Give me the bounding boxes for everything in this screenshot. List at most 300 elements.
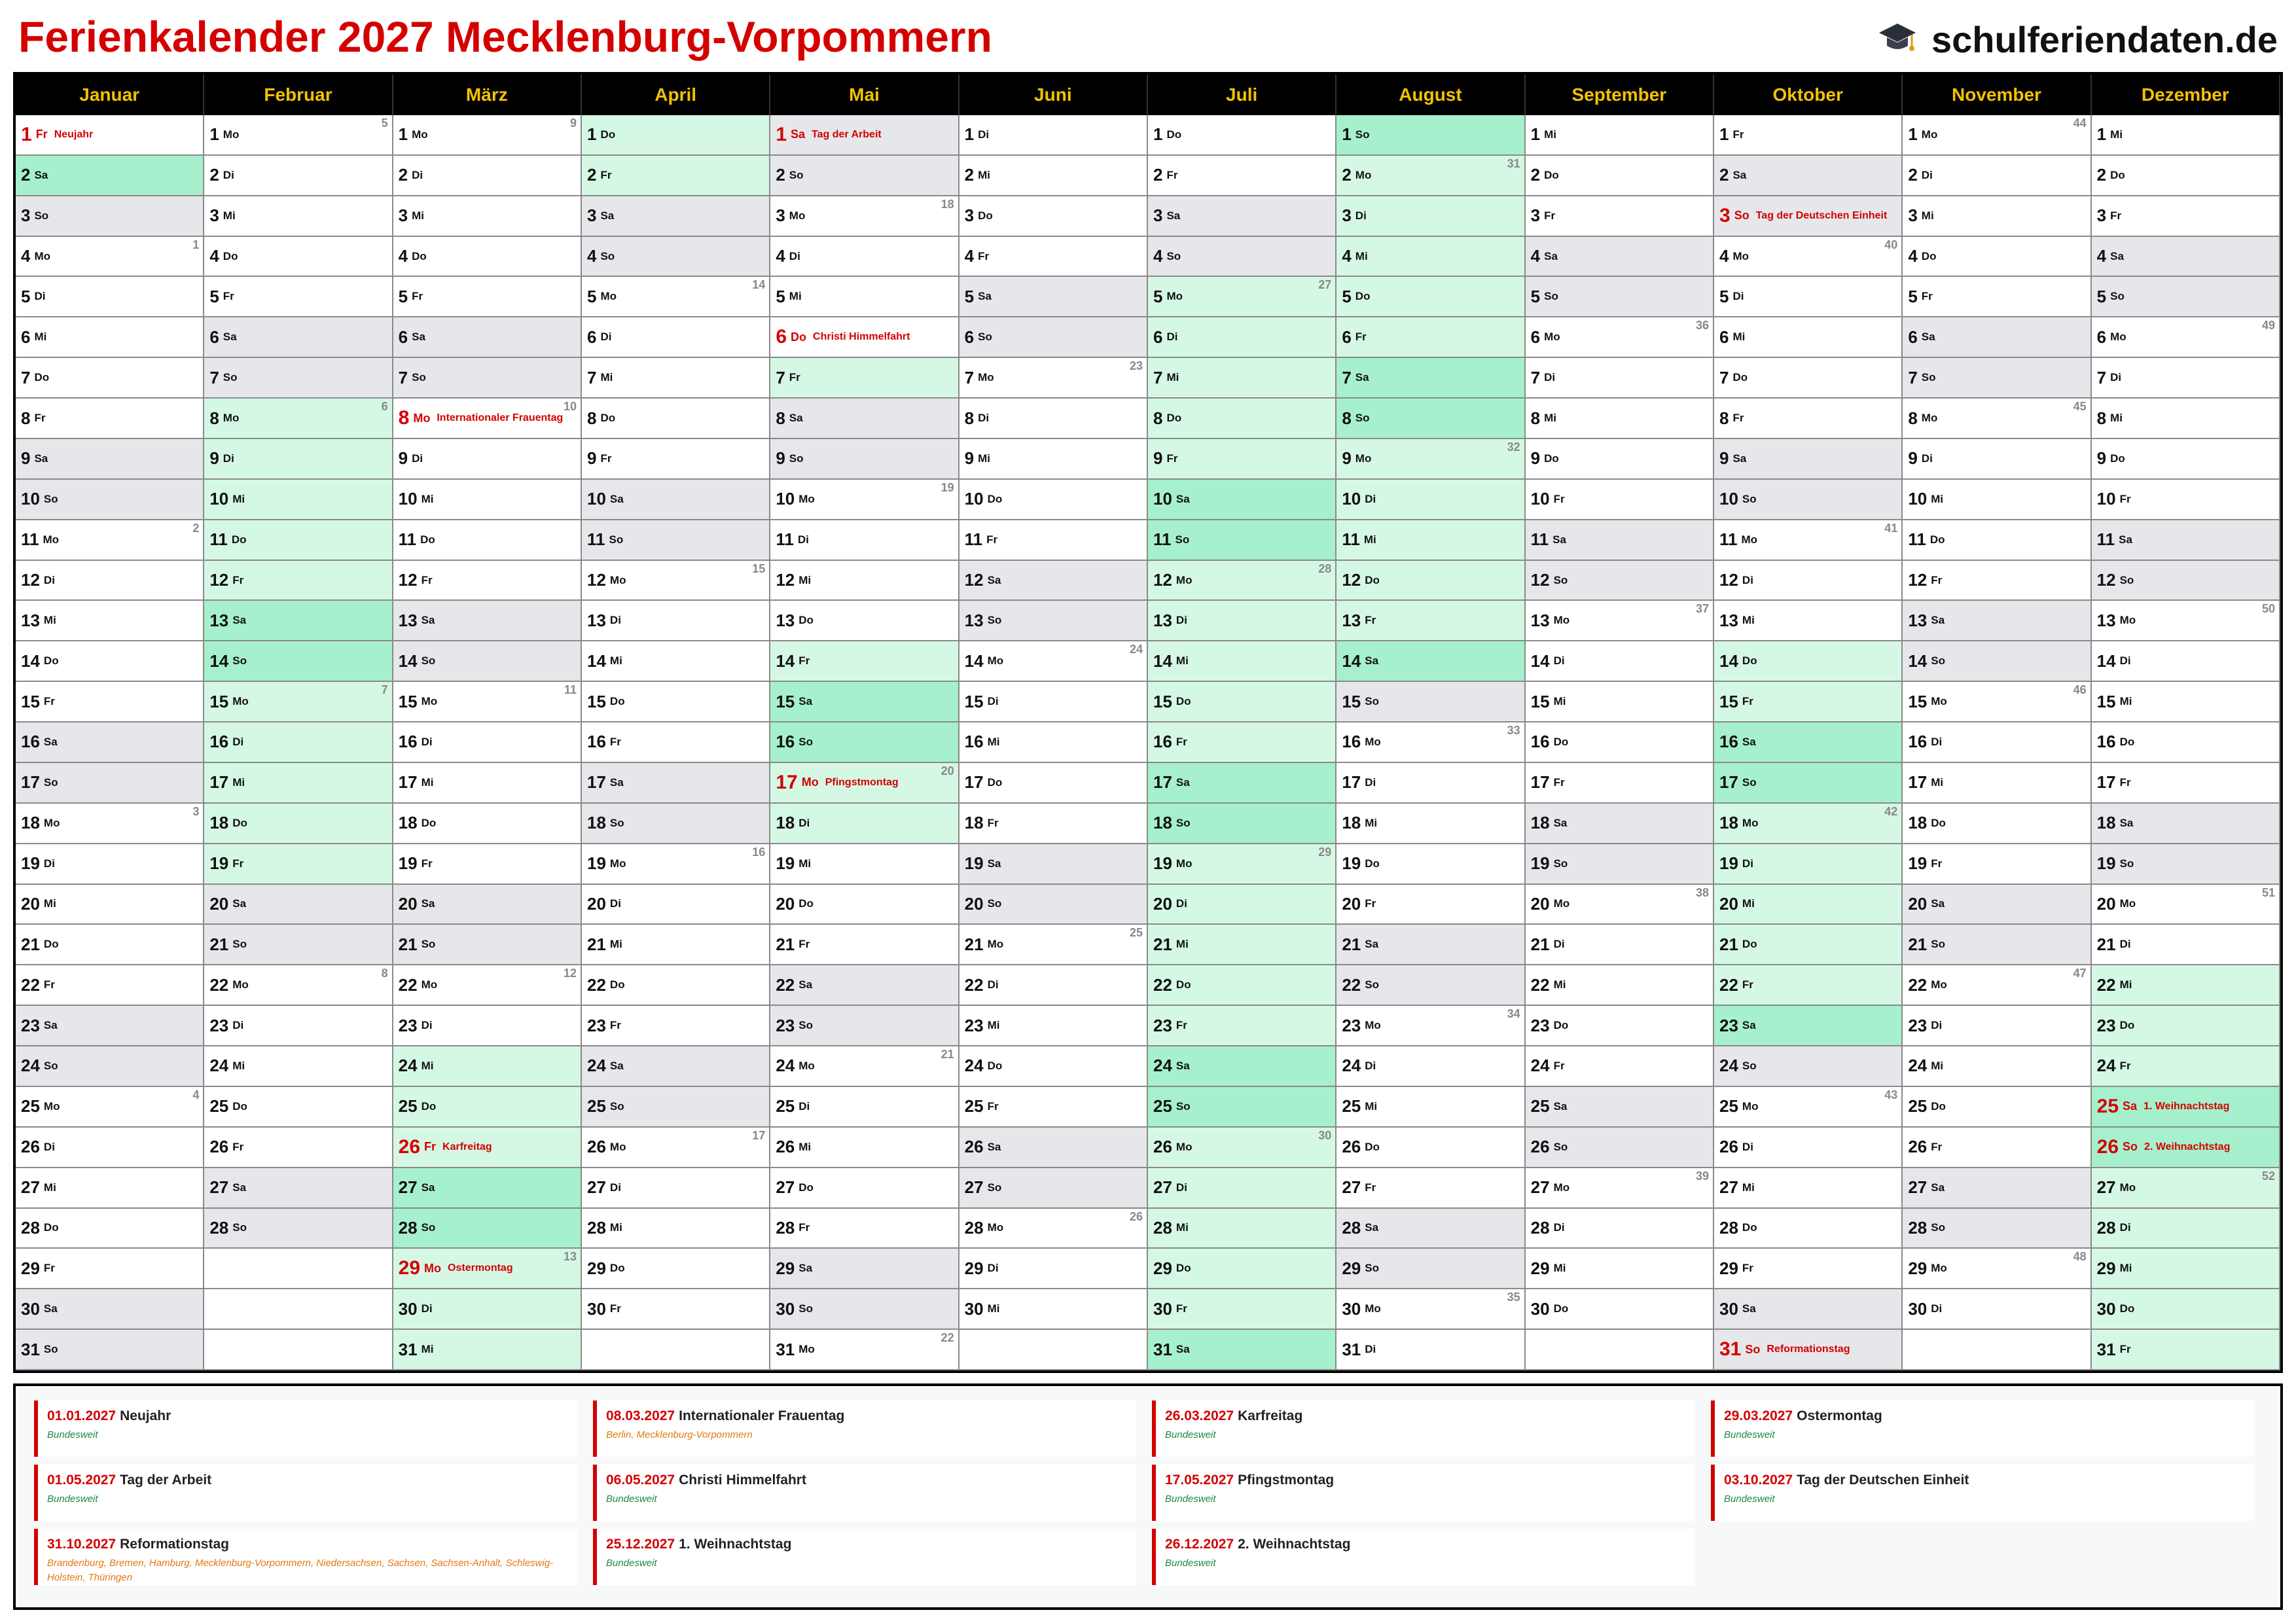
weekday-label: Fr bbox=[1553, 776, 1565, 789]
legend-region: Bundesweit bbox=[1724, 1493, 1775, 1505]
weekday-label: Fr bbox=[1355, 330, 1367, 344]
day-number: 8 bbox=[776, 408, 785, 428]
day-cell bbox=[1526, 520, 1714, 561]
weekday-label: Mo bbox=[412, 128, 428, 141]
day-cell bbox=[1148, 763, 1336, 804]
day-cell bbox=[1336, 237, 1525, 277]
day-number: 22 bbox=[1908, 974, 1928, 995]
week-number: 47 bbox=[2073, 967, 2087, 980]
day-number: 24 bbox=[587, 1056, 606, 1076]
day-cell bbox=[1336, 196, 1525, 237]
day-cell bbox=[1336, 399, 1525, 439]
day-number: 2 bbox=[1530, 165, 1541, 185]
day-number: 27 bbox=[2096, 1177, 2116, 1198]
weekday-label: Mo bbox=[987, 1221, 1004, 1234]
weekday-label: Do bbox=[609, 978, 625, 991]
weekday-label: Sa bbox=[978, 290, 992, 303]
day-cell bbox=[1714, 763, 1903, 804]
day-cell bbox=[1526, 1209, 1714, 1249]
weekday-label: Fr bbox=[1931, 573, 1943, 586]
day-number: 5 bbox=[2096, 286, 2107, 306]
day-cell bbox=[2092, 277, 2280, 317]
weekday-label: So bbox=[978, 330, 992, 344]
weekday-label: Fr bbox=[424, 1140, 437, 1154]
day-number: 5 bbox=[398, 286, 408, 306]
weekday-label: So bbox=[232, 654, 247, 668]
legend-line bbox=[47, 1537, 577, 1552]
site-brand[interactable] bbox=[1878, 14, 2278, 64]
day-number: 19 bbox=[1908, 853, 1928, 874]
day-cell bbox=[1336, 1046, 1525, 1087]
day-cell bbox=[582, 196, 770, 237]
weekday-label: Di bbox=[1921, 452, 1933, 465]
day-cell bbox=[770, 885, 959, 925]
weekday-label: So bbox=[1742, 1059, 1757, 1072]
day-cell bbox=[204, 682, 393, 722]
day-cell bbox=[16, 156, 204, 196]
day-number: 6 bbox=[398, 327, 408, 347]
day-number: 3 bbox=[1719, 204, 1731, 226]
weekday-label: So bbox=[798, 1019, 813, 1032]
day-cell bbox=[2092, 399, 2280, 439]
week-number: 48 bbox=[2073, 1250, 2087, 1264]
weekday-label: Di bbox=[798, 1099, 810, 1113]
day-number: 7 bbox=[1153, 367, 1163, 387]
weekday-label: Di bbox=[1931, 1019, 1943, 1032]
day-cell bbox=[1148, 317, 1336, 358]
weekday-label: Fr bbox=[1553, 1059, 1565, 1072]
day-cell bbox=[1714, 925, 1903, 965]
week-number: 1 bbox=[192, 238, 200, 251]
day-number: 28 bbox=[21, 1217, 40, 1238]
weekday-label: Di bbox=[609, 614, 621, 627]
day-cell bbox=[1903, 601, 2091, 641]
day-cell bbox=[960, 641, 1148, 682]
day-number: 27 bbox=[1153, 1177, 1172, 1198]
day-cell bbox=[16, 520, 204, 561]
day-number: 30 bbox=[587, 1298, 606, 1319]
weekday-label: Mi bbox=[2110, 128, 2123, 141]
day-number: 4 bbox=[1342, 246, 1352, 266]
day-number: 24 bbox=[1719, 1056, 1738, 1076]
day-cell bbox=[1526, 277, 1714, 317]
week-number: 6 bbox=[381, 400, 388, 414]
holiday-name: Pfingstmontag bbox=[825, 776, 899, 788]
day-cell bbox=[1714, 1046, 1903, 1087]
day-cell bbox=[16, 115, 204, 156]
day-cell bbox=[16, 925, 204, 965]
week-number: 28 bbox=[1318, 562, 1332, 575]
weekday-label: Mi bbox=[1931, 1059, 1944, 1072]
day-cell bbox=[16, 601, 204, 641]
weekday-label: Sa bbox=[1365, 1221, 1379, 1234]
weekday-label: So bbox=[421, 938, 436, 951]
day-cell bbox=[2092, 722, 2280, 763]
day-number: 23 bbox=[21, 1015, 40, 1035]
day-number: 7 bbox=[776, 367, 785, 387]
day-number: 17 bbox=[1342, 772, 1361, 793]
day-number: 16 bbox=[398, 732, 418, 752]
day-cell bbox=[1714, 520, 1903, 561]
weekday-label: Fr bbox=[1175, 1019, 1187, 1032]
week-number: 21 bbox=[941, 1048, 954, 1061]
day-cell bbox=[770, 439, 959, 480]
day-number: 12 bbox=[776, 570, 795, 590]
weekday-label: Sa bbox=[2119, 816, 2134, 829]
day-cell bbox=[393, 763, 582, 804]
holiday-name: Tag der Deutschen Einheit bbox=[1755, 209, 1888, 221]
weekday-label: Fr bbox=[978, 249, 990, 262]
weekday-label: Di bbox=[1553, 654, 1565, 668]
weekday-label: Sa bbox=[232, 897, 247, 910]
day-cell bbox=[960, 358, 1148, 399]
day-cell bbox=[1148, 156, 1336, 196]
day-cell bbox=[960, 277, 1148, 317]
weekday-label: Do bbox=[1929, 533, 1945, 546]
weekday-label: Mi bbox=[1544, 412, 1557, 425]
day-cell bbox=[582, 520, 770, 561]
weekday-label: Di bbox=[232, 735, 244, 748]
day-cell bbox=[2092, 1330, 2280, 1370]
day-number: 15 bbox=[1908, 691, 1928, 711]
weekday-label: Mo bbox=[789, 209, 806, 222]
day-number: 1 bbox=[1719, 124, 1729, 145]
day-number: 23 bbox=[1719, 1015, 1738, 1035]
day-number: 3 bbox=[1908, 205, 1918, 226]
day-cell bbox=[1526, 1046, 1714, 1087]
weekday-label: Sa bbox=[2119, 533, 2132, 546]
day-number: 26 bbox=[1719, 1137, 1738, 1157]
week-number: 26 bbox=[1129, 1209, 1143, 1223]
week-number: 29 bbox=[1318, 845, 1332, 859]
day-number: 22 bbox=[209, 974, 229, 995]
weekday-label: Sa bbox=[1175, 776, 1190, 789]
day-cell bbox=[1336, 804, 1525, 844]
weekday-label: Fr bbox=[35, 128, 48, 141]
weekday-label: So bbox=[1553, 857, 1568, 870]
day-number: 7 bbox=[21, 367, 31, 387]
weekday-label: Di bbox=[1175, 614, 1187, 627]
day-number: 13 bbox=[1530, 610, 1550, 630]
week-number: 5 bbox=[381, 116, 388, 130]
day-cell bbox=[16, 804, 204, 844]
day-cell bbox=[393, 885, 582, 925]
day-number: 20 bbox=[964, 893, 984, 914]
day-cell bbox=[2092, 682, 2280, 722]
day-number: 2 bbox=[2096, 165, 2107, 185]
day-number: 17 bbox=[964, 772, 984, 793]
weekday-label: Sa bbox=[43, 1019, 58, 1032]
day-cell bbox=[770, 480, 959, 520]
weekday-label: Do bbox=[1365, 857, 1380, 870]
day-number: 13 bbox=[964, 610, 984, 630]
weekday-label: Do bbox=[1175, 978, 1191, 991]
day-cell bbox=[960, 965, 1148, 1006]
weekday-label: So bbox=[600, 249, 615, 262]
weekday-label: Mi bbox=[609, 1221, 622, 1234]
weekday-label: Sa bbox=[2123, 1099, 2138, 1113]
day-number: 14 bbox=[209, 651, 229, 671]
day-cell bbox=[1148, 722, 1336, 763]
weekday-label: Sa bbox=[791, 128, 806, 141]
day-cell bbox=[1148, 885, 1336, 925]
day-cell bbox=[2092, 804, 2280, 844]
day-number: 27 bbox=[776, 1177, 795, 1198]
weekday-label: Sa bbox=[43, 1302, 58, 1315]
day-number: 15 bbox=[776, 691, 795, 711]
day-cell bbox=[16, 1046, 204, 1087]
day-cell bbox=[582, 1209, 770, 1249]
day-cell bbox=[1903, 439, 2091, 480]
day-cell bbox=[1714, 641, 1903, 682]
day-cell bbox=[582, 237, 770, 277]
day-cell bbox=[2092, 115, 2280, 156]
weekday-label: Mo bbox=[232, 695, 249, 708]
weekday-label: Fr bbox=[600, 168, 612, 181]
weekday-label: Di bbox=[978, 128, 990, 141]
graduation-cap-icon bbox=[1878, 20, 1917, 60]
day-cell bbox=[1714, 115, 1903, 156]
day-number: 23 bbox=[587, 1015, 606, 1035]
day-cell bbox=[16, 1289, 204, 1330]
day-cell bbox=[582, 601, 770, 641]
weekday-label: Sa bbox=[421, 1181, 435, 1194]
weekday-label: Mo bbox=[232, 978, 249, 991]
weekday-label: Mo bbox=[421, 978, 438, 991]
day-cell bbox=[770, 196, 959, 237]
day-cell bbox=[1714, 804, 1903, 844]
day-cell bbox=[1148, 601, 1336, 641]
weekday-label: Do bbox=[1355, 290, 1371, 303]
day-cell bbox=[204, 804, 393, 844]
weekday-label: Do bbox=[2110, 168, 2125, 181]
day-cell bbox=[16, 196, 204, 237]
weekday-label: Fr bbox=[609, 1019, 621, 1032]
day-number: 19 bbox=[1530, 853, 1550, 874]
day-number: 1 bbox=[776, 123, 787, 145]
weekday-label: So bbox=[1742, 776, 1757, 789]
day-number: 19 bbox=[776, 853, 795, 874]
day-number: 5 bbox=[964, 286, 975, 306]
day-number: 27 bbox=[1342, 1177, 1361, 1198]
day-cell bbox=[1336, 1006, 1525, 1046]
week-number: 12 bbox=[563, 967, 577, 980]
day-number: 26 bbox=[587, 1137, 606, 1157]
day-cell bbox=[1526, 317, 1714, 358]
day-cell bbox=[960, 399, 1148, 439]
day-cell bbox=[960, 1168, 1148, 1209]
day-cell bbox=[582, 317, 770, 358]
day-number: 14 bbox=[1153, 651, 1172, 671]
day-number: 4 bbox=[209, 246, 219, 266]
weekday-label: Di bbox=[609, 1181, 621, 1194]
day-number: 3 bbox=[21, 205, 31, 226]
day-cell bbox=[16, 885, 204, 925]
week-number: 9 bbox=[569, 116, 577, 130]
day-number: 1 bbox=[1342, 124, 1352, 145]
week-number: 19 bbox=[941, 480, 954, 494]
day-cell bbox=[1526, 237, 1714, 277]
day-cell bbox=[1526, 722, 1714, 763]
weekday-label: Fr bbox=[1175, 735, 1187, 748]
empty-cell bbox=[1526, 1330, 1714, 1370]
weekday-label: Di bbox=[1355, 209, 1367, 222]
day-number: 27 bbox=[587, 1177, 606, 1198]
weekday-label: Do bbox=[987, 1059, 1003, 1072]
day-cell bbox=[770, 1249, 959, 1289]
day-number: 10 bbox=[1342, 489, 1361, 509]
weekday-label: Fr bbox=[43, 978, 55, 991]
day-number: 19 bbox=[21, 853, 40, 874]
day-number: 12 bbox=[1342, 570, 1361, 590]
day-number: 10 bbox=[964, 489, 984, 509]
weekday-label: Do bbox=[1544, 452, 1559, 465]
day-number: 11 bbox=[398, 529, 417, 550]
day-cell bbox=[960, 1006, 1148, 1046]
weekday-label: So bbox=[2123, 1140, 2138, 1154]
day-number: 28 bbox=[1908, 1217, 1928, 1238]
day-cell bbox=[1336, 844, 1525, 885]
legend-holiday-name: Christi Himmelfahrt bbox=[679, 1472, 806, 1488]
week-number: 10 bbox=[563, 400, 577, 414]
day-number: 23 bbox=[398, 1015, 418, 1035]
legend-holiday-name: 2. Weihnachtstag bbox=[1238, 1537, 1351, 1552]
day-cell bbox=[960, 885, 1148, 925]
day-number: 18 bbox=[1908, 813, 1928, 833]
weekday-label: Do bbox=[1553, 1019, 1569, 1032]
day-number: 5 bbox=[1530, 286, 1541, 306]
day-number: 9 bbox=[1530, 448, 1541, 469]
legend-region: Bundesweit bbox=[1165, 1493, 1216, 1505]
day-number: 11 bbox=[209, 529, 228, 550]
day-number: 6 bbox=[1719, 327, 1729, 347]
weekday-label: Sa bbox=[798, 978, 813, 991]
day-cell bbox=[1903, 561, 2091, 601]
weekday-label: Fr bbox=[232, 857, 244, 870]
day-number: 20 bbox=[209, 893, 229, 914]
day-cell bbox=[16, 1249, 204, 1289]
weekday-label: Di bbox=[1175, 897, 1187, 910]
weekday-label: Sa bbox=[1552, 533, 1566, 546]
weekday-label: Do bbox=[2119, 1302, 2135, 1315]
day-cell bbox=[582, 1046, 770, 1087]
day-number: 11 bbox=[1908, 529, 1926, 550]
legend-holiday-name: Internationaler Frauentag bbox=[679, 1408, 845, 1423]
weekday-label: Do bbox=[600, 412, 616, 425]
weekday-label: Mi bbox=[232, 776, 245, 789]
weekday-label: Mi bbox=[798, 573, 812, 586]
day-number: 18 bbox=[1153, 813, 1172, 833]
day-cell bbox=[16, 844, 204, 885]
day-number: 5 bbox=[1342, 286, 1352, 306]
day-number: 7 bbox=[964, 367, 975, 387]
week-number: 46 bbox=[2073, 683, 2087, 697]
weekday-label: Mo bbox=[1931, 1262, 1947, 1275]
day-cell bbox=[1903, 885, 2091, 925]
day-number: 22 bbox=[2096, 974, 2116, 995]
legend-line bbox=[47, 1472, 577, 1488]
weekday-label: So bbox=[421, 1221, 436, 1234]
holiday-name: Christi Himmelfahrt bbox=[813, 331, 910, 343]
weekday-label: Mo bbox=[223, 128, 240, 141]
day-number: 26 bbox=[776, 1137, 795, 1157]
day-cell bbox=[1526, 1006, 1714, 1046]
weekday-label: Mi bbox=[789, 290, 802, 303]
weekday-label: Fr bbox=[421, 857, 433, 870]
day-cell bbox=[770, 1087, 959, 1128]
day-number: 12 bbox=[209, 570, 229, 590]
day-number: 14 bbox=[964, 651, 984, 671]
weekday-label: Do bbox=[232, 816, 247, 829]
day-cell bbox=[582, 1168, 770, 1209]
day-number: 18 bbox=[398, 813, 418, 833]
weekday-label: So bbox=[1175, 1099, 1191, 1113]
weekday-label: Sa bbox=[1175, 492, 1190, 505]
day-number: 9 bbox=[21, 448, 31, 469]
day-cell bbox=[393, 925, 582, 965]
weekday-label: Mi bbox=[1931, 776, 1944, 789]
day-cell bbox=[770, 1046, 959, 1087]
day-number: 8 bbox=[587, 408, 597, 428]
day-cell bbox=[1526, 399, 1714, 439]
day-number: 6 bbox=[209, 327, 219, 347]
day-cell bbox=[1903, 520, 2091, 561]
day-cell bbox=[1903, 480, 2091, 520]
week-number: 33 bbox=[1507, 724, 1520, 738]
day-cell bbox=[2092, 601, 2280, 641]
legend-region: Bundesweit bbox=[1724, 1429, 1775, 1440]
day-number: 23 bbox=[1342, 1015, 1361, 1035]
day-cell bbox=[1903, 1046, 2091, 1087]
day-cell bbox=[204, 925, 393, 965]
weekday-label: Do bbox=[34, 371, 50, 384]
day-cell bbox=[1526, 561, 1714, 601]
weekday-label: Fr bbox=[1742, 1262, 1753, 1275]
day-cell bbox=[770, 317, 959, 358]
day-cell bbox=[1336, 480, 1525, 520]
week-number: 49 bbox=[2261, 319, 2275, 332]
legend-item bbox=[593, 1529, 1136, 1585]
weekday-label: Sa bbox=[1742, 1302, 1756, 1315]
day-cell bbox=[582, 804, 770, 844]
day-cell bbox=[1903, 1249, 2091, 1289]
day-cell bbox=[393, 115, 582, 156]
day-cell bbox=[960, 722, 1148, 763]
weekday-label: Sa bbox=[609, 1059, 624, 1072]
day-number: 27 bbox=[21, 1177, 40, 1198]
day-cell bbox=[1148, 1249, 1336, 1289]
weekday-label: Mo bbox=[1553, 614, 1570, 627]
day-number: 27 bbox=[1530, 1177, 1550, 1198]
weekday-label: Di bbox=[1742, 573, 1753, 586]
weekday-label: Di bbox=[1166, 330, 1178, 344]
day-cell bbox=[16, 1087, 204, 1128]
day-number: 29 bbox=[1530, 1258, 1550, 1278]
weekday-label: Sa bbox=[600, 209, 615, 222]
weekday-label: Mi bbox=[1931, 492, 1944, 505]
day-cell bbox=[393, 1128, 582, 1168]
day-number: 9 bbox=[2096, 448, 2107, 469]
day-number: 10 bbox=[1908, 489, 1928, 509]
weekday-label: Fr bbox=[1732, 128, 1744, 141]
day-number: 23 bbox=[776, 1015, 795, 1035]
day-cell bbox=[1526, 1128, 1714, 1168]
weekday-label: Mi bbox=[987, 1302, 1000, 1315]
day-cell bbox=[582, 925, 770, 965]
weekday-label: Sa bbox=[1166, 209, 1181, 222]
day-cell bbox=[204, 520, 393, 561]
day-cell bbox=[582, 156, 770, 196]
